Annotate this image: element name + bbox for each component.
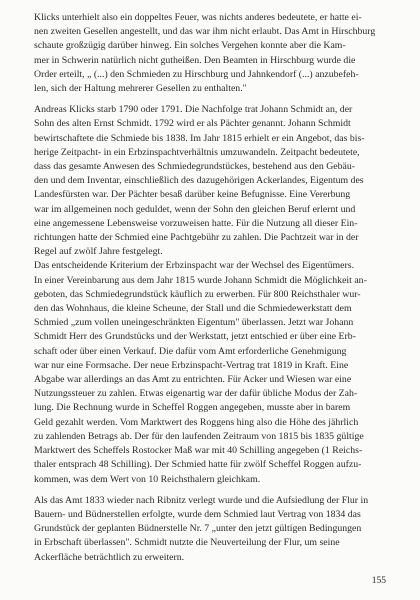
text-line: Schmied „zum vollen uneingeschränkten Eigentum" überlassen. Jetzt war Johann (34, 317, 354, 329)
body-text (34, 11, 390, 565)
text-line: Grundstück der geplanten Büdnerstelle Nr. 7 „unter den jetzt gültigen Bedingungen (34, 523, 362, 535)
paragraph-3 (34, 494, 390, 565)
text-line: schaute großzügig darüber hinweg. Ein solches Vergehen konnte aber die Kam- (34, 40, 346, 52)
text-line: nen zweiten Gesellen angestellt, und das war ihm nicht erlaubt. Das Amt in Hirschburg (34, 26, 376, 38)
paragraph-gap (34, 487, 390, 494)
text-line: Order erteilt, „ (...) den Schmieden zu Hirschburg und Jahnkendorf (...) anzubefeh- (34, 68, 359, 80)
paragraph-2 (34, 103, 390, 486)
paragraph-1 (34, 11, 390, 96)
text-line: Das entscheidende Kriterium der Erbzinspacht war der Wechsel des Eigentümers. (34, 260, 355, 272)
text-line: Bauern- und Büdnerstellen erfolgte, wurde dem Schmied laut Vertrag von 1834 das (34, 508, 361, 520)
text-line: Regel auf zwölf Jahre festgelegt. (34, 246, 163, 258)
text-line: herige Zeitpacht- in ein Erbzinspachtverhältnis umzuwandeln. Zeitpacht bedeutete, (34, 146, 360, 158)
text-line: schaft oder über einen Verkauf. Die dafür vom Amt erforderliche Genehmigung (34, 345, 347, 357)
text-line: war nur eine Formsache. Der neue Erbzinspacht-Vertrag trat 1819 in Kraft. Eine (34, 359, 349, 371)
text-line: den das Wohnhaus, die kleine Scheune, der Stall und die Schmiedewerkstatt dem (34, 303, 352, 315)
text-line: len, sich der Haltung mehrerer Gesellen zu enthalten." (34, 83, 247, 95)
paragraph-gap (34, 96, 390, 103)
text-line: Andreas Klicks starb 1790 oder 1791. Die Nachfolge trat Johann Schmidt an, der (34, 104, 353, 116)
text-line: thaler entsprach 48 Schilling). Der Schmied hatte für zwölf Scheffel Roggen aufzu- (34, 459, 362, 471)
text-line: Geld gezahlt werden. Vom Marktwert des Roggens hing also die Höhe des jährlich (34, 416, 359, 428)
text-line: Abgabe war allerdings an das Amt zu entrichten. Für Acker und Wiesen war eine (34, 374, 352, 386)
text-line: Sohn des alten Ernst Schmidt. 1792 wird er als Pächter genannt. Johann Schmidt (34, 118, 351, 130)
text-line: in Erbschaft überlassen". Schmidt nutzte die Neuverteilung der Flur, um seine (34, 537, 340, 549)
text-line: den und dem Inventar, einschließlich des dazugehörigen Ackerlandes, Eigentum des (34, 175, 364, 187)
text-line: eine angemessene Lebensweise vorzuweisen hatte. Für die Nutzung all dieser Ein- (34, 217, 358, 229)
text-line: Klicks unterhielt also ein doppeltes Feuer, was nichts anderes bedeutete, er hatte ei- (34, 12, 362, 23)
text-line: In einer Vereinbarung aus dem Jahr 1815 wurde Johann Schmidt die Möglichkeit an- (34, 274, 367, 286)
text-line: geboten, das Schmiedegrundstück käuflich zu erwerben. Für 800 Reichsthaler wur- (34, 288, 361, 300)
text-line: bewirtschaftete die Schmiede bis 1838. Im Jahr 1815 erhielt er ein Angebot, das bis- (34, 132, 365, 144)
text-line: mer in Schwerin natürlich nicht gutheißen. Den Beamten in Hirschburg wurde die (34, 54, 356, 66)
text-line: richtungen hatte der Schmied eine Pachtgebühr zu zahlen. Die Pachtzeit war in der (34, 232, 359, 244)
text-line: Landesfürsten war. Der Pächter besaß darüber keine Befugnisse. Eine Vererbung (34, 189, 351, 201)
text-line: war im allgemeinen noch geduldet, wenn der Sohn den gleichen Beruf erlernt und (34, 203, 356, 215)
text-line: kommen, was dem Wert von 10 Reichsthalern gleichkam. (34, 473, 261, 485)
text-line: lung. Die Rechnung wurde in Scheffel Roggen angegeben, musste aber in barem (34, 402, 351, 414)
text-line: Ackerfläche beträchtlich zu erweitern. (34, 551, 185, 563)
text-line: zu zahlenden Betrags ab. Der für den laufenden Zeitraum von 1815 bis 1835 gültige (34, 430, 364, 442)
text-line: Marktwert des Scheffels Rostocker Maß war mit 40 Schilling angegeben (1 Reichs- (34, 445, 363, 457)
text-line: dass das gesamte Anwesen des Schmiedegrundstückes, bestehend aus den Gebäu- (34, 161, 356, 173)
text-line: Nutzungssteuer zu zahlen. Etwas eigenartig war der dafür übliche Modus der Zah- (34, 388, 358, 400)
text-line: Als das Amt 1833 wieder nach Ribnitz verlegt wurde und die Aufsiedlung der Flur in (34, 494, 369, 506)
page-number: 155 (371, 576, 386, 586)
text-line: Schmidt Herr des Grundstücks und der Werkstatt, jetzt entschied er über eine Erb- (34, 331, 356, 343)
